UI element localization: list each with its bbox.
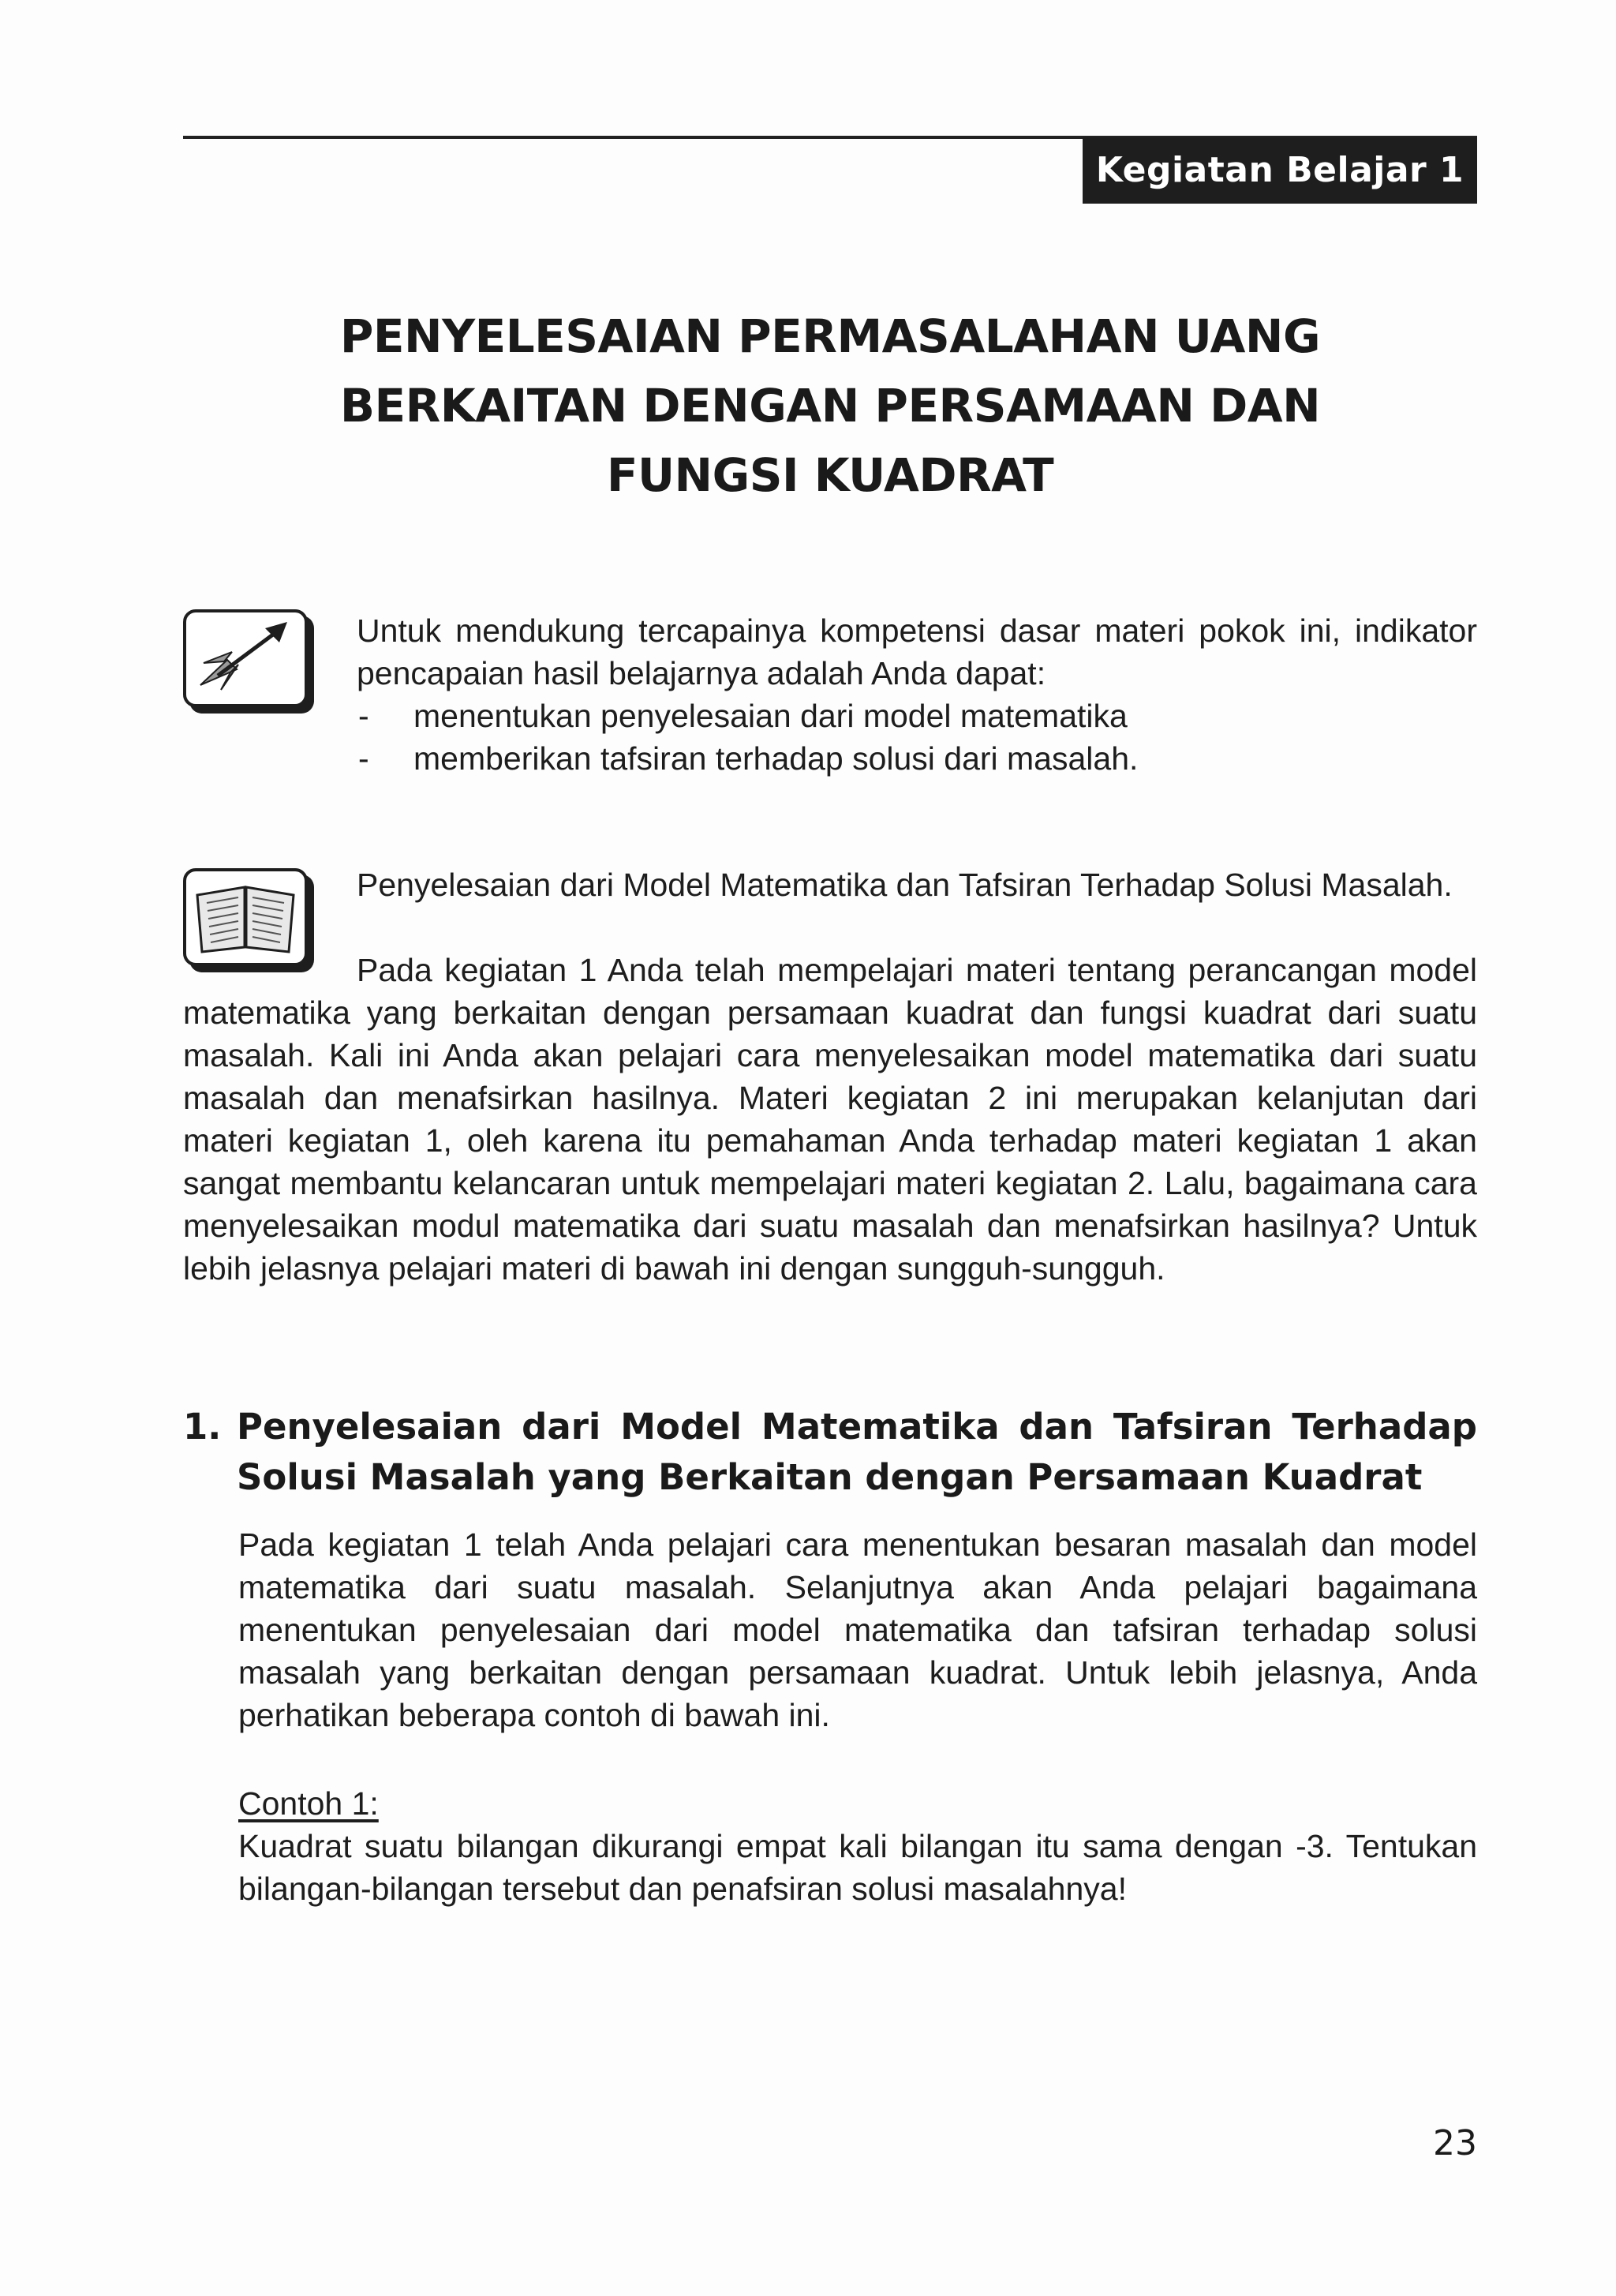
page-title-line-2: BERKAITAN DENGAN PERSAMAAN DAN — [339, 379, 1321, 433]
section-title: Penyelesaian dari Model Matematika dan Tafsiran Terhadap Solusi Masalah yang Berkaitan dengan Persamaan Kuadrat — [237, 1406, 1477, 1498]
objective-intro: Untuk mendukung tercapainya kompetensi dasar materi pokok ini, indikator pencapaian hasil belajarnya adalah Anda dapat: — [357, 612, 1477, 691]
objective-item: - memberikan tafsiran terhadap solusi dari masalah. — [357, 737, 1477, 780]
material-heading: Penyelesaian dari Model Matematika dan Tafsiran Terhadap Solusi Masalah. — [357, 867, 1453, 903]
objective-item: - menentukan penyelesaian dari model matematika — [357, 695, 1477, 737]
page-title — [183, 302, 1477, 510]
section-paragraph: Pada kegiatan 1 telah Anda pelajari cara menentukan besaran masalah dan model matematika dari suatu masalah. Selanjutnya akan Anda pelajari bagaimana menentukan penyelesaian dari model matematika dan tafsiran terhadap solusi masalah yang berkaitan dengan persamaan kuadrat. Untuk lebih jelasnya, Anda perhatikan beberapa contoh di bawah ini. — [238, 1526, 1477, 1733]
example-text: Kuadrat suatu bilangan dikurangi empat kali bilangan itu sama dengan -3. Tentukan bilangan-bilangan tersebut dan penafsiran solusi masalahnya! — [238, 1828, 1477, 1907]
target-arrow-icon — [183, 609, 308, 707]
example-label: Contoh 1: — [238, 1785, 379, 1822]
section-heading — [183, 1402, 1477, 1503]
objective-list — [357, 695, 1477, 780]
page-number: 23 — [1433, 2123, 1477, 2163]
section-number: 1. — [183, 1406, 222, 1448]
material-paragraph: Pada kegiatan 1 Anda telah mempelajari materi tentang perancangan model matematika yang berkaitan dengan persamaan kuadrat dan fungsi kuadrat dari suatu masalah. Kali ini Anda akan pelajari cara menyelesaikan model matematika dari suatu masalah dan menafsirkan hasilnya. Materi kegiatan 2 ini merupakan kelanjutan dari materi kegiatan 1, oleh karena itu pemahaman Anda terhadap materi kegiatan 1 akan sangat membantu kelancaran untuk mempelajari materi kegiatan 2. Lalu, bagaimana cara menyelesaikan modul matematika dari suatu masalah dan menafsirkan hasilnya? Untuk lebih jelasnya pelajari materi di bawah ini dengan sungguh-sungguh. — [183, 952, 1477, 1287]
chapter-tab: Kegiatan Belajar 1 — [1083, 137, 1477, 204]
objective-block — [357, 609, 1477, 780]
page-title-line-3: FUNGSI KUADRAT — [606, 448, 1054, 502]
page-title-line-1: PENYELESAIAN PERMASALAHAN UANG — [339, 309, 1321, 363]
